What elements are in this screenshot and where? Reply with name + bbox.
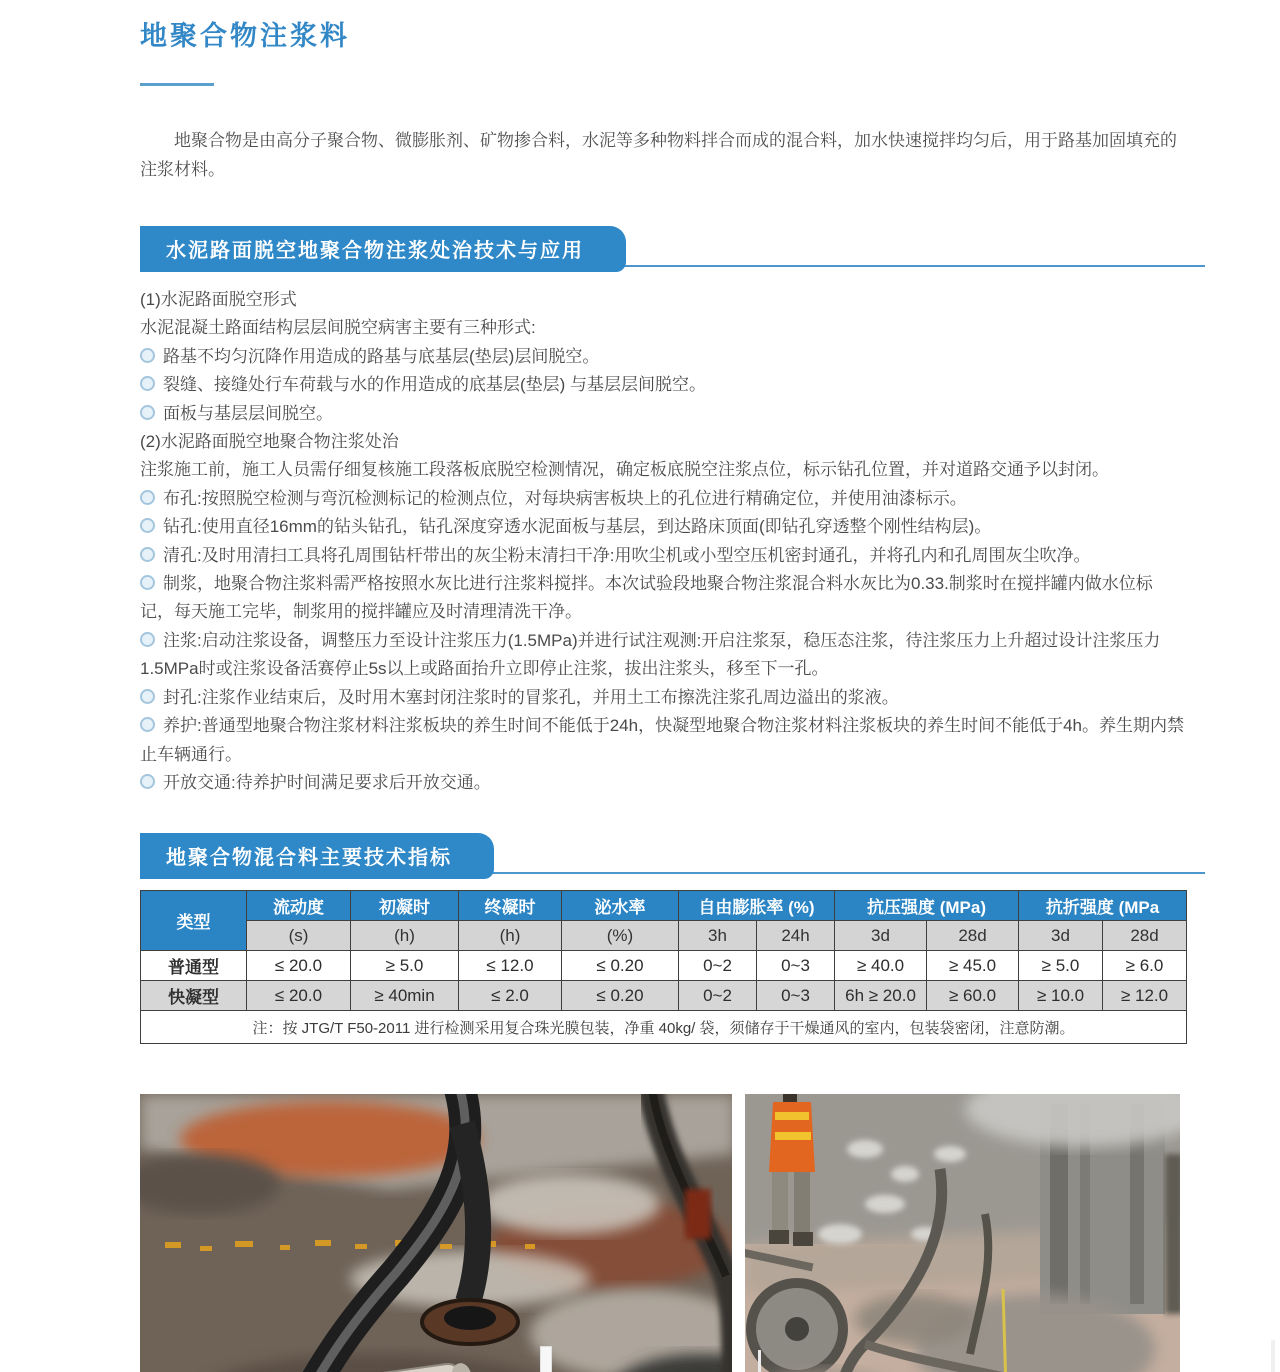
table-header-cell: 泌水率 (562, 891, 679, 921)
ring-bullet-icon (140, 490, 155, 505)
table-value-cell: 0~3 (757, 981, 835, 1011)
line-text: 养护:普通型地聚合物注浆材料注浆板块的养生时间不能低于24h，快凝型地聚合物注浆材料注浆板块的养生时间不能低于4h。养生期内禁止车辆通行。 (140, 716, 1184, 764)
table-value-cell: 6h ≥ 20.0 (835, 981, 927, 1011)
table-value-cell: ≥ 10.0 (1019, 981, 1103, 1011)
table-row-label: 快凝型 (141, 981, 247, 1011)
ring-bullet-icon (140, 689, 155, 704)
line-text: 清孔:及时用清扫工具将孔周围钻杆带出的灰尘粉末清扫干净:用吹尘机或小型空压机密封通孔，并将孔内和孔周围灰尘吹净。 (163, 545, 1091, 565)
text-line (140, 428, 1184, 456)
table-row (141, 951, 1187, 981)
ring-bullet-icon (140, 376, 155, 391)
line-text: 路基不均匀沉降作用造成的路基与底基层(垫层)层间脱空。 (163, 346, 600, 366)
table-subheader-cell: (s) (247, 921, 351, 951)
photo-grouting-worksite (745, 1094, 1180, 1372)
table-row (141, 981, 1187, 1011)
table-value-cell: ≥ 6.0 (1103, 951, 1187, 981)
line-text: 制浆，地聚合物注浆料需严格按照水灰比进行注浆料搅拌。本次试验段地聚合物注浆混合料水灰比为0.33.制浆时在搅拌罐内做水位标记，每天施工完毕，制浆用的搅拌罐应及时清理清洗干净。 (140, 574, 1153, 622)
bullet-line (140, 371, 1184, 399)
table-value-cell: ≥ 45.0 (927, 951, 1019, 981)
page-bottom-artifact (540, 1346, 552, 1372)
table-header-cell: 终凝时 (459, 891, 562, 921)
table-value-cell: ≥ 60.0 (927, 981, 1019, 1011)
table-value-cell: ≥ 5.0 (1019, 951, 1103, 981)
table-header-cell: 初凝时 (351, 891, 459, 921)
line-text: (2)水泥路面脱空地聚合物注浆处治 (140, 432, 399, 452)
table-value-cell: ≤ 0.20 (562, 951, 679, 981)
photo-grouting-hose-illustration (140, 1094, 732, 1372)
bullet-line (140, 343, 1184, 371)
page-title: 地聚合物注浆料 (140, 21, 350, 51)
table-subheader-cell: 24h (757, 921, 835, 951)
section2-banner (140, 833, 1180, 875)
text-line (140, 314, 1184, 342)
section1-banner-label: 水泥路面脱空地聚合物注浆处治技术与应用 (140, 226, 626, 272)
table-value-cell: 0~3 (757, 951, 835, 981)
table-subheader-cell: 3h (679, 921, 757, 951)
line-text: 开放交通:待养护时间满足要求后开放交通。 (163, 772, 491, 792)
bullet-line (140, 542, 1184, 570)
title-underline (140, 83, 214, 86)
table-header-cell: 抗折强度 (MPa (1019, 891, 1187, 921)
table-value-cell: ≥ 40min (351, 981, 459, 1011)
line-text: 注浆施工前，施工人员需仔细复核施工段落板底脱空检测情况，确定板底脱空注浆点位，标示钻孔位置，并对道路交通予以封闭。 (140, 460, 1109, 480)
ring-bullet-icon (140, 518, 155, 533)
ring-bullet-icon (140, 774, 155, 789)
table-subheader-cell: (h) (351, 921, 459, 951)
section1-body (140, 286, 1184, 797)
table-subheader-cell: 28d (927, 921, 1019, 951)
bullet-line (140, 485, 1184, 513)
table-value-cell: ≤ 12.0 (459, 951, 562, 981)
table-value-cell: 0~2 (679, 951, 757, 981)
line-text: 钻孔:使用直径16mm的钻头钻孔，钻孔深度穿透水泥面板与基层，到达路床顶面(即钻孔穿透整个刚性结构层)。 (163, 517, 992, 537)
table-subheader-cell: 28d (1103, 921, 1187, 951)
table-value-cell: ≥ 5.0 (351, 951, 459, 981)
table-value-cell: ≤ 0.20 (562, 981, 679, 1011)
ring-bullet-icon (140, 717, 155, 732)
table-subheader-cell: (%) (562, 921, 679, 951)
table-value-cell: 0~2 (679, 981, 757, 1011)
bullet-line (140, 570, 1184, 627)
table-note: 注：按 JTG/T F50-2011 进行检测采用复合珠光膜包装，净重 40kg/ 袋，须储存于干燥通风的室内，包装袋密闭，注意防潮。 (141, 1011, 1187, 1044)
bullet-line (140, 712, 1184, 769)
ring-bullet-icon (140, 632, 155, 647)
text-line (140, 456, 1184, 484)
line-text: 裂缝、接缝处行车荷载与水的作用造成的底基层(垫层) 与基层层间脱空。 (163, 375, 707, 395)
table-value-cell: ≥ 12.0 (1103, 981, 1187, 1011)
line-text: 注浆:启动注浆设备，调整压力至设计注浆压力(1.5MPa)并进行试注观测:开启注浆泵，稳压态注浆，待注浆压力上升超过设计注浆压力1.5MPa时或注浆设备活赛停止5s以上或路面抬升立即停止注浆，拔出注浆头，移至下一孔。 (140, 630, 1161, 679)
table-header-cell: 流动度 (247, 891, 351, 921)
line-text: 布孔:按照脱空检测与弯沉检测标记的检测点位，对每块病害板块上的孔位进行精确定位，并使用油漆标示。 (163, 488, 967, 508)
table-value-cell: ≤ 20.0 (247, 951, 351, 981)
table-subheader-cell: 3d (1019, 921, 1103, 951)
photo-worksite-illustration (745, 1094, 1180, 1372)
ring-bullet-icon (140, 547, 155, 562)
bullet-line (140, 400, 1184, 428)
spec-table (140, 890, 1187, 1044)
table-value-cell: ≤ 2.0 (459, 981, 562, 1011)
photo-grouting-hose-on-pavement (140, 1094, 732, 1372)
table-value-cell: ≥ 40.0 (835, 951, 927, 981)
table-value-cell: ≤ 20.0 (247, 981, 351, 1011)
intro-paragraph: 地聚合物是由高分子聚合物、微膨胀剂、矿物掺合料，水泥等多种物料拌合而成的混合料，加水快速搅拌均匀后，用于路基加固填充的注浆材料。 (140, 131, 1177, 179)
ring-bullet-icon (140, 405, 155, 420)
line-text: (1)水泥路面脱空形式 (140, 290, 297, 309)
table-subheader-cell: 3d (835, 921, 927, 951)
bullet-line (140, 627, 1184, 684)
ring-bullet-icon (140, 348, 155, 363)
table-row-label: 普通型 (141, 951, 247, 981)
section2-banner-label: 地聚合物混合料主要技术指标 (140, 833, 494, 879)
table-header-cell: 自由膨胀率 (%) (679, 891, 835, 921)
line-text: 封孔:注浆作业结束后，及时用木塞封闭注浆时的冒浆孔，并用土工布擦洗注浆孔周边溢出的浆液。 (163, 687, 899, 707)
bullet-line (140, 769, 1184, 797)
bullet-line (140, 684, 1184, 712)
line-text: 面板与基层层间脱空。 (163, 403, 333, 423)
section1-banner (140, 226, 1180, 268)
table-subheader-cell: (h) (459, 921, 562, 951)
ring-bullet-icon (140, 575, 155, 590)
page-bottom-artifact (758, 1350, 761, 1372)
line-text: 水泥混凝土路面结构层层间脱空病害主要有三种形式: (140, 318, 536, 338)
text-line (140, 286, 1184, 314)
page-bottom-artifact (1271, 1340, 1275, 1372)
table-header-type: 类型 (141, 891, 247, 951)
photo-row (140, 1094, 1180, 1372)
bullet-line (140, 513, 1184, 541)
table-header-cell: 抗压强度 (MPa) (835, 891, 1019, 921)
